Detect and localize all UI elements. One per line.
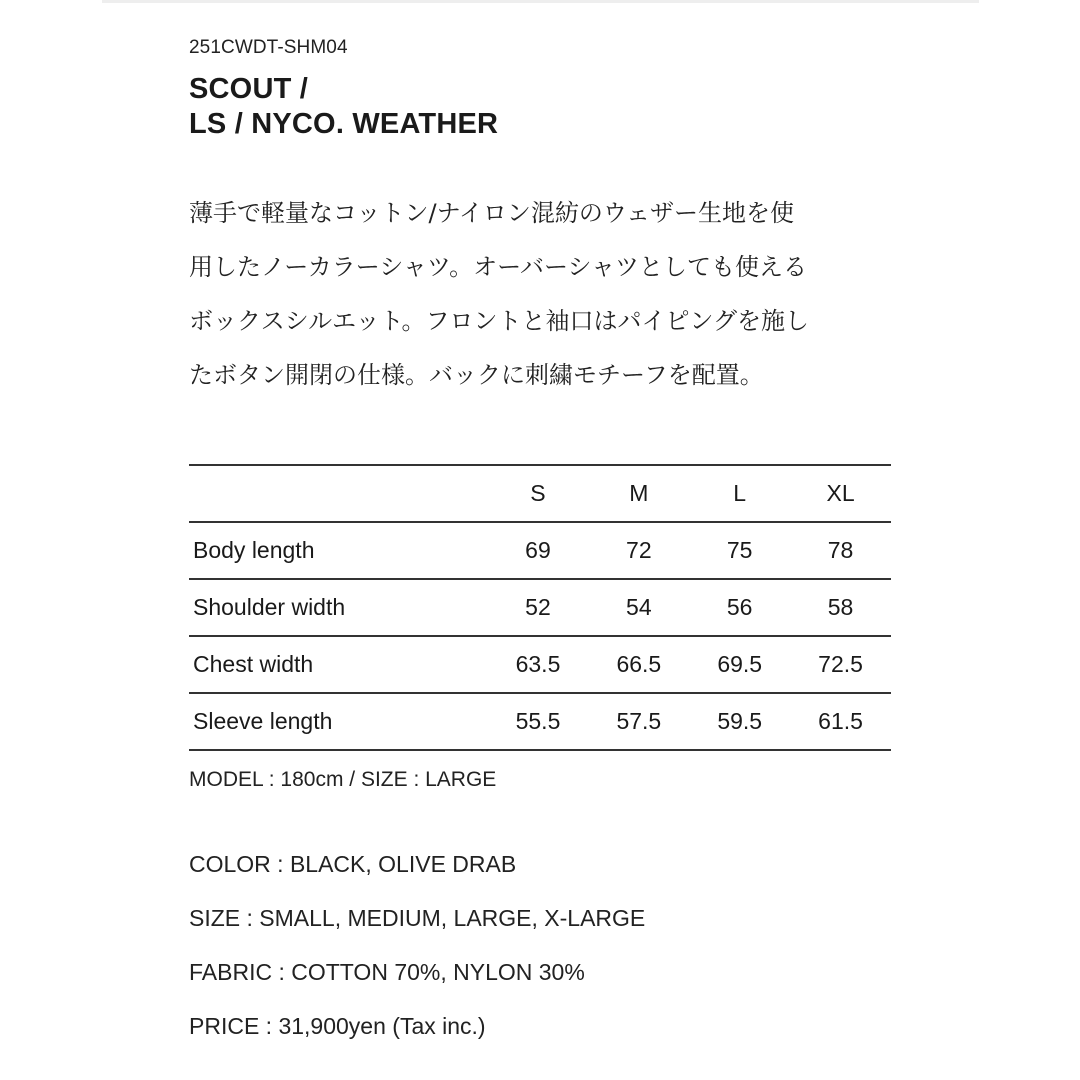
product-title: [189, 72, 498, 142]
product-specs: [189, 844, 645, 1060]
measurement-value: 57.5: [616, 708, 662, 734]
model-size-note: MODEL : 180cm / SIZE : LARGE: [189, 768, 497, 791]
measurement-value: 69: [525, 537, 551, 563]
measurement-value: 75: [726, 537, 753, 563]
measurement-value: 72.5: [818, 651, 863, 677]
size-header-s: S: [530, 480, 546, 506]
description-line: たボタン開閉の仕様。バックに刺繍モチーフを配置。: [189, 361, 764, 389]
measurement-value: 59.5: [717, 708, 763, 734]
measurement-value: 63.5: [515, 651, 561, 677]
measurement-label: Chest width: [193, 651, 314, 677]
measurement-value: 69.5: [717, 651, 763, 677]
measurement-value: 78: [827, 537, 854, 563]
size-header-row: [189, 465, 891, 522]
size-chart-table: [189, 464, 891, 751]
measurement-value: 66.5: [616, 651, 662, 677]
spec-price: PRICE : 31,900yen (Tax inc.): [189, 1013, 486, 1039]
measurement-value: 52: [525, 594, 551, 620]
measurement-value: 56: [726, 594, 753, 620]
measurement-value: 72: [626, 537, 652, 563]
product-title-line-1: SCOUT /: [189, 73, 309, 105]
size-header-xl: XL: [826, 480, 855, 506]
product-description: [189, 186, 909, 402]
table-row: [189, 522, 891, 579]
measurement-value: 61.5: [818, 708, 863, 734]
description-line: 薄手で軽量なコットン/ナイロン混紡のウェザー生地を使: [189, 199, 794, 227]
measurement-value: 58: [827, 594, 854, 620]
measurement-label: Body length: [193, 537, 315, 563]
table-row: [189, 579, 891, 636]
spec-fabric: FABRIC : COTTON 70%, NYLON 30%: [189, 959, 585, 985]
measurement-value: 54: [626, 594, 652, 620]
measurement-value: 55.5: [515, 708, 561, 734]
spec-size: SIZE : SMALL, MEDIUM, LARGE, X-LARGE: [189, 905, 646, 931]
product-title-line-2: LS / NYCO. WEATHER: [189, 108, 499, 140]
size-header-m: M: [629, 480, 649, 506]
measurement-label: Shoulder width: [193, 594, 346, 620]
description-line: 用したノーカラーシャツ。オーバーシャツとしても使える: [189, 253, 807, 281]
spec-color: COLOR : BLACK, OLIVE DRAB: [189, 851, 517, 877]
product-code: 251CWDT-SHM04: [189, 37, 348, 58]
size-header-corner: [189, 465, 488, 522]
size-header-l: L: [733, 480, 747, 506]
table-row: [189, 636, 891, 693]
table-row: [189, 693, 891, 750]
description-line: ボックスシルエット。フロントと袖口はパイピングを施し: [189, 307, 810, 335]
measurement-label: Sleeve length: [193, 708, 333, 734]
top-divider: [102, 0, 979, 3]
